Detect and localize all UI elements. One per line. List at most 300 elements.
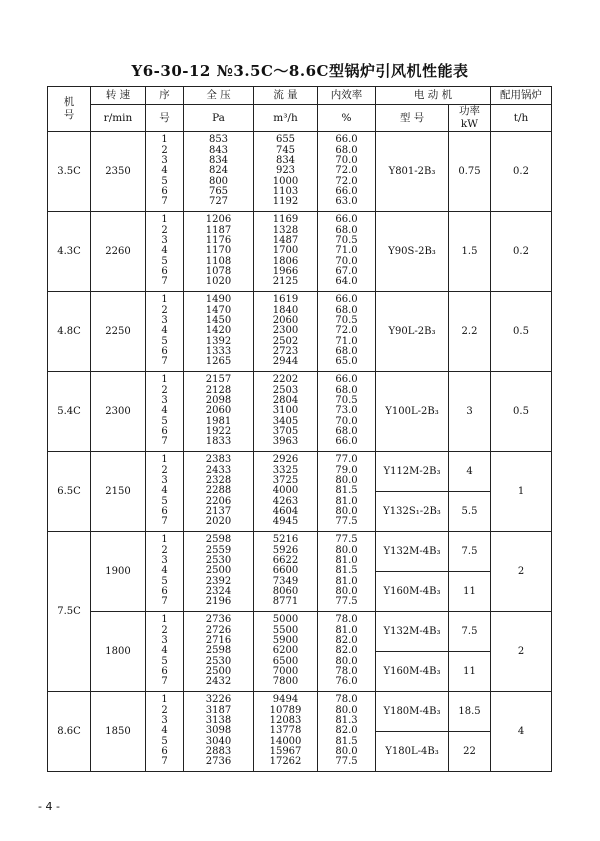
flow-cell-value: 5000	[272, 614, 299, 626]
motor-power-cell: 4	[449, 452, 491, 492]
pressure-cell-value: 2530	[205, 655, 232, 667]
pressure-cell-value: 1922	[205, 425, 232, 437]
flow-cell-value: 5900	[272, 635, 299, 647]
seq-cell-value: 1	[161, 534, 168, 546]
motor-model-cell: Y132S₁-2B₃	[376, 492, 449, 532]
pressure-cell-value: 1490	[205, 294, 232, 306]
flow-cell-value: 7800	[272, 676, 299, 688]
seq-cell-value: 3	[161, 395, 168, 407]
flow-cell-value: 6200	[272, 645, 299, 657]
efficiency-cell-value: 80.0	[335, 475, 358, 487]
motor-power-cell: 2.2	[449, 292, 491, 372]
motor-power-cell: 11	[449, 652, 491, 692]
flow-cell-value: 4263	[272, 495, 299, 507]
flow-cell-value: 7000	[272, 665, 299, 677]
seq-cell	[146, 612, 184, 692]
header-row-1	[48, 87, 552, 105]
efficiency-cell-value: 81.0	[335, 624, 358, 636]
speed-cell: 1850	[91, 692, 146, 772]
efficiency-cell-value: 76.0	[335, 676, 358, 688]
pressure-cell-value: 1187	[205, 224, 232, 236]
motor-model-cell: Y180M-4B₃	[376, 692, 449, 732]
flow-cell-value: 834	[275, 155, 296, 167]
table-row	[48, 612, 552, 652]
pressure-cell-value: 2060	[205, 405, 232, 417]
table-row	[48, 132, 552, 212]
pressure-cell-value: 2530	[205, 555, 232, 567]
seq-cell-value: 3	[161, 235, 168, 247]
seq-cell-value: 2	[161, 464, 168, 476]
seq-cell-value: 6	[161, 745, 168, 757]
efficiency-cell-value: 70.0	[335, 415, 358, 427]
table-body	[48, 132, 552, 772]
flow-cell-value: 1103	[272, 185, 299, 197]
pressure-cell-value: 1020	[205, 276, 232, 288]
flow-cell-value: 2503	[272, 384, 299, 396]
pressure-cell-value: 1392	[205, 335, 232, 347]
pressure-cell-value: 1170	[205, 245, 232, 257]
flow-cell-value: 8771	[272, 596, 299, 608]
pressure-cell-value: 3098	[205, 725, 232, 737]
efficiency-cell-value: 70.5	[335, 235, 358, 247]
efficiency-cell	[318, 212, 376, 292]
flow-cell-value: 6622	[272, 555, 299, 567]
seq-cell-value: 1	[161, 134, 168, 146]
seq-cell-value: 3	[161, 715, 168, 727]
seq-cell-value: 7	[161, 356, 168, 368]
motor-model-cell: Y180L-4B₃	[376, 732, 449, 772]
pressure-cell-value: 2196	[205, 596, 232, 608]
pressure-cell-value: 800	[208, 175, 229, 187]
efficiency-cell-value: 82.0	[335, 645, 358, 657]
motor-model-cell: Y90L-2B₃	[376, 292, 449, 372]
motor-power-cell: 1.5	[449, 212, 491, 292]
efficiency-cell-value: 68.0	[335, 144, 358, 156]
seq-cell	[146, 532, 184, 612]
pressure-cell-value: 765	[208, 185, 229, 197]
boiler-cell: 4	[491, 692, 552, 772]
header-flow: 流 量	[254, 87, 318, 105]
flow-cell-value: 4604	[272, 505, 299, 517]
flow-cell	[254, 692, 318, 772]
efficiency-cell-value: 66.0	[335, 374, 358, 386]
efficiency-cell	[318, 372, 376, 452]
motor-power-cell: 7.5	[449, 612, 491, 652]
seq-cell-value: 2	[161, 224, 168, 236]
header-pressure: 全 压	[184, 87, 254, 105]
motor-power-cell: 11	[449, 572, 491, 612]
flow-cell	[254, 452, 318, 532]
header-seq-unit: 号	[146, 105, 184, 132]
pressure-cell	[184, 532, 254, 612]
flow-cell-value: 4000	[272, 485, 299, 497]
pressure-cell-value: 2137	[205, 505, 232, 517]
machine-no-cell: 4.3C	[48, 212, 91, 292]
boiler-cell: 1	[491, 452, 552, 532]
efficiency-cell-value: 71.0	[335, 335, 358, 347]
table-row	[48, 212, 552, 292]
seq-cell-value: 7	[161, 756, 168, 768]
seq-cell-value: 2	[161, 624, 168, 636]
efficiency-cell	[318, 452, 376, 532]
pressure-cell-value: 2726	[205, 624, 232, 636]
flow-cell-value: 2926	[272, 454, 299, 466]
pressure-cell-value: 2206	[205, 495, 232, 507]
efficiency-cell-value: 70.0	[335, 255, 358, 267]
seq-cell-value: 4	[161, 565, 168, 577]
flow-cell-value: 2804	[272, 395, 299, 407]
machine-no-cell: 4.8C	[48, 292, 91, 372]
boiler-cell: 2	[491, 532, 552, 612]
seq-cell	[146, 132, 184, 212]
flow-cell-value: 1328	[272, 224, 299, 236]
seq-cell-value: 7	[161, 676, 168, 688]
seq-cell-value: 2	[161, 384, 168, 396]
efficiency-cell-value: 80.0	[335, 544, 358, 556]
header-machine-no: 机 号	[48, 87, 91, 132]
efficiency-cell-value: 65.0	[335, 356, 358, 368]
header-row-2	[48, 105, 552, 132]
pressure-cell	[184, 692, 254, 772]
seq-cell-value: 7	[161, 596, 168, 608]
flow-cell-value: 9494	[272, 694, 299, 706]
efficiency-cell	[318, 292, 376, 372]
motor-power-cell: 5.5	[449, 492, 491, 532]
seq-cell-value: 4	[161, 485, 168, 497]
header-flow-unit: m³/h	[254, 105, 318, 132]
seq-cell-value: 6	[161, 505, 168, 517]
efficiency-cell	[318, 132, 376, 212]
flow-cell-value: 3705	[272, 425, 299, 437]
seq-cell-value: 3	[161, 475, 168, 487]
pressure-cell-value: 1108	[205, 255, 232, 267]
flow-cell-value: 1700	[272, 245, 299, 257]
header-efficiency-unit: %	[318, 105, 376, 132]
efficiency-cell-value: 79.0	[335, 464, 358, 476]
efficiency-cell-value: 70.5	[335, 315, 358, 327]
pressure-cell-value: 2433	[205, 464, 232, 476]
seq-cell-value: 2	[161, 144, 168, 156]
efficiency-cell-value: 72.0	[335, 325, 358, 337]
efficiency-cell-value: 77.5	[335, 756, 358, 768]
boiler-cell: 0.2	[491, 212, 552, 292]
motor-model-cell: Y160M-4B₃	[376, 652, 449, 692]
speed-cell: 1900	[91, 532, 146, 612]
header-motor-model: 型 号	[376, 105, 449, 132]
seq-cell-value: 5	[161, 735, 168, 747]
seq-cell-value: 3	[161, 635, 168, 647]
flow-cell-value: 2060	[272, 315, 299, 327]
page-title: Y6-30-12 №3.5C～8.6C型锅炉引风机性能表	[131, 62, 469, 80]
flow-cell-value: 3963	[272, 436, 299, 448]
flow-cell	[254, 212, 318, 292]
efficiency-cell	[318, 692, 376, 772]
pressure-cell-value: 1176	[205, 235, 232, 247]
efficiency-cell-value: 68.0	[335, 224, 358, 236]
efficiency-cell-value: 81.5	[335, 565, 358, 577]
seq-cell-value: 4	[161, 645, 168, 657]
pressure-cell-value: 2500	[205, 665, 232, 677]
speed-cell: 2260	[91, 212, 146, 292]
flow-cell-value: 2944	[272, 356, 299, 368]
seq-cell-value: 1	[161, 614, 168, 626]
motor-model-cell: Y112M-2B₃	[376, 452, 449, 492]
efficiency-cell-value: 77.5	[335, 534, 358, 546]
seq-cell-value: 1	[161, 214, 168, 226]
pressure-cell-value: 1078	[205, 265, 232, 277]
pressure-cell	[184, 212, 254, 292]
efficiency-cell-value: 78.0	[335, 694, 358, 706]
flow-cell-value: 1966	[272, 265, 299, 277]
efficiency-cell	[318, 612, 376, 692]
flow-cell-value: 923	[275, 165, 296, 177]
machine-no-cell: 8.6C	[48, 692, 91, 772]
efficiency-cell-value: 73.0	[335, 405, 358, 417]
seq-cell-value: 7	[161, 276, 168, 288]
table-row	[48, 452, 552, 492]
flow-cell	[254, 292, 318, 372]
efficiency-cell-value: 81.0	[335, 495, 358, 507]
flow-cell-value: 3725	[272, 475, 299, 487]
flow-cell-value: 1487	[272, 235, 299, 247]
flow-cell-value: 8060	[272, 585, 299, 597]
machine-no-cell: 5.4C	[48, 372, 91, 452]
seq-cell-value: 3	[161, 315, 168, 327]
header-seq: 序	[146, 87, 184, 105]
motor-power-cell: 0.75	[449, 132, 491, 212]
flow-cell-value: 7349	[272, 575, 299, 587]
seq-cell	[146, 452, 184, 532]
pressure-cell	[184, 372, 254, 452]
seq-cell-value: 6	[161, 585, 168, 597]
efficiency-cell-value: 77.5	[335, 516, 358, 528]
machine-no-cell: 3.5C	[48, 132, 91, 212]
machine-no-cell: 6.5C	[48, 452, 91, 532]
efficiency-cell-value: 66.0	[335, 185, 358, 197]
machine-no-cell: 7.5C	[48, 532, 91, 692]
pressure-cell-value: 2324	[205, 585, 232, 597]
seq-cell-value: 7	[161, 196, 168, 208]
pressure-cell-value: 3187	[205, 704, 232, 716]
speed-cell: 2300	[91, 372, 146, 452]
table-row	[48, 692, 552, 732]
seq-cell	[146, 292, 184, 372]
efficiency-cell-value: 63.0	[335, 196, 358, 208]
seq-cell-value: 7	[161, 516, 168, 528]
pressure-cell-value: 2288	[205, 485, 232, 497]
pressure-cell-value: 1833	[205, 436, 232, 448]
pressure-cell-value: 2392	[205, 575, 232, 587]
efficiency-cell-value: 68.0	[335, 425, 358, 437]
seq-cell-value: 1	[161, 374, 168, 386]
efficiency-cell-value: 72.0	[335, 175, 358, 187]
motor-model-cell: Y132M-4B₃	[376, 532, 449, 572]
seq-cell-value: 5	[161, 335, 168, 347]
motor-model-cell: Y160M-4B₃	[376, 572, 449, 612]
header-pressure-unit: Pa	[184, 105, 254, 132]
efficiency-cell-value: 66.0	[335, 294, 358, 306]
efficiency-cell-value: 72.0	[335, 165, 358, 177]
pressure-cell-value: 1981	[205, 415, 232, 427]
pressure-cell-value: 1265	[205, 356, 232, 368]
flow-cell-value: 2300	[272, 325, 299, 337]
seq-cell	[146, 692, 184, 772]
efficiency-cell-value: 82.0	[335, 635, 358, 647]
motor-model-cell: Y100L-2B₃	[376, 372, 449, 452]
flow-cell-value: 17262	[269, 756, 302, 768]
pressure-cell-value: 2883	[205, 745, 232, 757]
boiler-cell: 0.2	[491, 132, 552, 212]
pressure-cell-value: 2598	[205, 645, 232, 657]
flow-cell-value: 15967	[269, 745, 302, 757]
pressure-cell-value: 2383	[205, 454, 232, 466]
seq-cell-value: 4	[161, 405, 168, 417]
table-row	[48, 292, 552, 372]
efficiency-cell-value: 81.5	[335, 485, 358, 497]
efficiency-cell-value: 66.0	[335, 134, 358, 146]
motor-model-cell: Y132M-4B₃	[376, 612, 449, 652]
pressure-cell-value: 3138	[205, 715, 232, 727]
seq-cell-value: 1	[161, 454, 168, 466]
seq-cell-value: 6	[161, 665, 168, 677]
flow-cell	[254, 132, 318, 212]
efficiency-cell-value: 78.0	[335, 614, 358, 626]
pressure-cell-value: 2020	[205, 516, 232, 528]
seq-cell-value: 6	[161, 345, 168, 357]
seq-cell-value: 5	[161, 575, 168, 587]
flow-cell	[254, 372, 318, 452]
flow-cell-value: 1840	[272, 304, 299, 316]
flow-cell	[254, 532, 318, 612]
pressure-cell-value: 824	[208, 165, 229, 177]
header-boiler: 配用锅炉	[491, 87, 552, 105]
pressure-cell-value: 1450	[205, 315, 232, 327]
flow-cell-value: 4945	[272, 516, 299, 528]
seq-cell-value: 4	[161, 325, 168, 337]
flow-cell-value: 6600	[272, 565, 299, 577]
seq-cell-value: 4	[161, 725, 168, 737]
page-number: - 4 -	[38, 800, 60, 813]
pressure-cell	[184, 132, 254, 212]
header-motor: 电 动 机	[376, 87, 491, 105]
seq-cell-value: 6	[161, 265, 168, 277]
seq-cell-value: 4	[161, 245, 168, 257]
seq-cell-value: 1	[161, 694, 168, 706]
pressure-cell-value: 2736	[205, 756, 232, 768]
flow-cell-value: 2125	[272, 276, 299, 288]
efficiency-cell-value: 81.3	[335, 715, 358, 727]
flow-cell-value: 5216	[272, 534, 299, 546]
seq-cell-value: 6	[161, 425, 168, 437]
speed-cell: 1800	[91, 612, 146, 692]
pressure-cell-value: 2432	[205, 676, 232, 688]
motor-model-cell: Y90S-2B₃	[376, 212, 449, 292]
flow-cell-value: 13778	[269, 725, 302, 737]
flow-cell-value: 5500	[272, 624, 299, 636]
pressure-cell-value: 3226	[205, 694, 232, 706]
flow-cell-value: 3325	[272, 464, 299, 476]
efficiency-cell-value: 80.0	[335, 655, 358, 667]
flow-cell-value: 2502	[272, 335, 299, 347]
efficiency-cell-value: 78.0	[335, 665, 358, 677]
flow-cell-value: 1192	[272, 196, 299, 208]
header-efficiency: 内效率	[318, 87, 376, 105]
flow-cell-value: 6500	[272, 655, 299, 667]
seq-cell-value: 2	[161, 304, 168, 316]
table-row	[48, 372, 552, 452]
header-motor-power: 功率 kW	[449, 105, 491, 132]
boiler-cell: 2	[491, 612, 552, 692]
motor-power-cell: 18.5	[449, 692, 491, 732]
efficiency-cell-value: 77.0	[335, 454, 358, 466]
pressure-cell-value: 3040	[205, 735, 232, 747]
pressure-cell-value: 834	[208, 155, 229, 167]
seq-cell-value: 5	[161, 655, 168, 667]
header-speed-unit: r/min	[91, 105, 146, 132]
flow-cell-value: 10789	[269, 704, 302, 716]
seq-cell-value: 3	[161, 155, 168, 167]
speed-cell: 2350	[91, 132, 146, 212]
flow-cell-value: 2202	[272, 374, 299, 386]
efficiency-cell-value: 80.0	[335, 585, 358, 597]
pressure-cell-value: 1206	[205, 214, 232, 226]
pressure-cell-value: 2098	[205, 395, 232, 407]
seq-cell-value: 5	[161, 175, 168, 187]
flow-cell-value: 1000	[272, 175, 299, 187]
efficiency-cell-value: 81.0	[335, 575, 358, 587]
efficiency-cell-value: 66.0	[335, 436, 358, 448]
seq-cell-value: 2	[161, 704, 168, 716]
efficiency-cell-value: 68.0	[335, 345, 358, 357]
pressure-cell-value: 2716	[205, 635, 232, 647]
flow-cell-value: 12083	[269, 715, 302, 727]
flow-cell-value: 3405	[272, 415, 299, 427]
motor-power-cell: 7.5	[449, 532, 491, 572]
seq-cell-value: 5	[161, 415, 168, 427]
efficiency-cell-value: 70.5	[335, 395, 358, 407]
seq-cell	[146, 372, 184, 452]
seq-cell-value: 1	[161, 294, 168, 306]
pressure-cell-value: 853	[208, 134, 229, 146]
flow-cell-value: 1806	[272, 255, 299, 267]
pressure-cell-value: 843	[208, 144, 229, 156]
efficiency-cell-value: 80.0	[335, 505, 358, 517]
fan-performance-table	[47, 86, 552, 772]
efficiency-cell-value: 77.5	[335, 596, 358, 608]
pressure-cell-value: 2128	[205, 384, 232, 396]
efficiency-cell-value: 82.0	[335, 725, 358, 737]
efficiency-cell-value: 66.0	[335, 214, 358, 226]
efficiency-cell-value: 67.0	[335, 265, 358, 277]
flow-cell-value: 1169	[272, 214, 299, 226]
speed-cell: 2250	[91, 292, 146, 372]
flow-cell-value: 14000	[269, 735, 302, 747]
boiler-cell: 0.5	[491, 372, 552, 452]
pressure-cell-value: 727	[208, 196, 229, 208]
efficiency-cell-value: 81.0	[335, 555, 358, 567]
seq-cell-value: 5	[161, 495, 168, 507]
efficiency-cell-value: 70.0	[335, 155, 358, 167]
seq-cell	[146, 212, 184, 292]
header-speed: 转 速	[91, 87, 146, 105]
pressure-cell-value: 1470	[205, 304, 232, 316]
efficiency-cell-value: 81.5	[335, 735, 358, 747]
motor-power-cell: 22	[449, 732, 491, 772]
seq-cell-value: 7	[161, 436, 168, 448]
flow-cell-value: 2723	[272, 345, 299, 357]
seq-cell-value: 4	[161, 165, 168, 177]
table-row	[48, 532, 552, 572]
